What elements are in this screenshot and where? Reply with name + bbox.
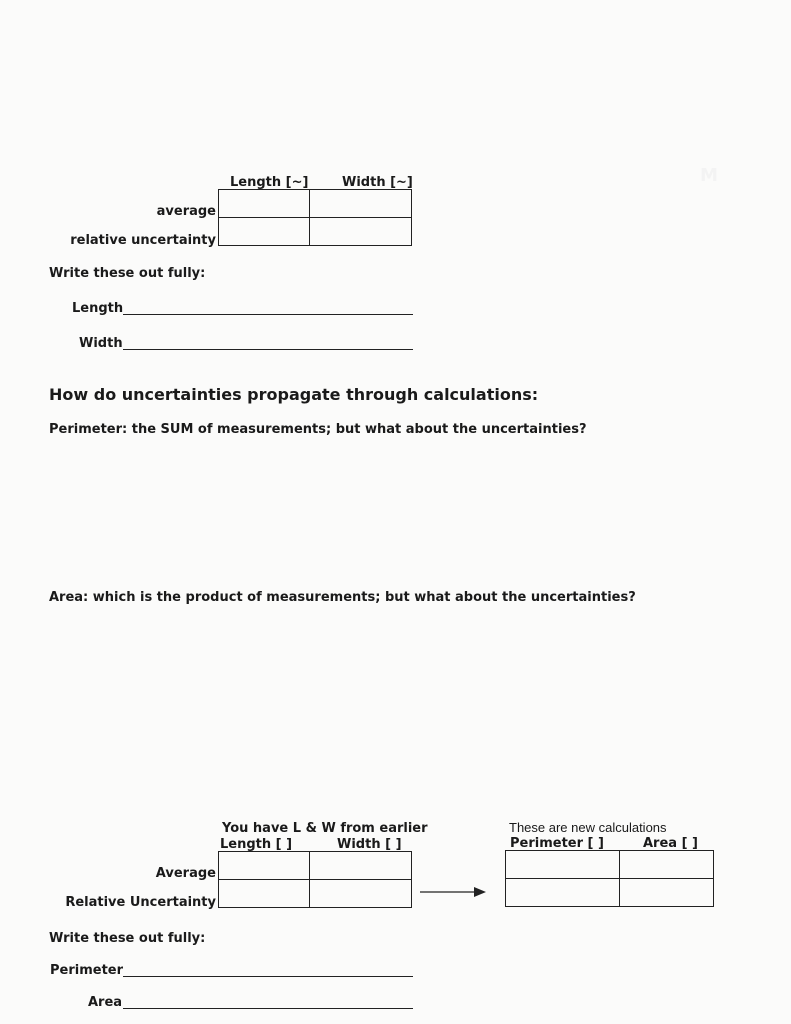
cell-avg-area[interactable] [620, 851, 714, 879]
new-calculations-note: These are new calculations [509, 820, 667, 835]
area-question: Area: which is the product of measurements; but what about the uncertainties? [49, 590, 636, 605]
cell-rel-width[interactable] [310, 218, 412, 246]
lw-table [218, 851, 412, 908]
length-line-label: Length [72, 301, 124, 316]
col-header-length-2: Length [ ] [220, 837, 293, 852]
width-line-label: Width [79, 336, 123, 351]
row-label-average: average [156, 204, 216, 219]
cell-avg-width[interactable] [310, 190, 412, 218]
cell-avg-length[interactable] [219, 190, 310, 218]
cell-rel-perimeter[interactable] [506, 879, 620, 907]
measurement-table [218, 189, 412, 246]
area-work-area[interactable] [49, 612, 739, 802]
width-answer-line[interactable] [123, 349, 413, 350]
perimeter-question: Perimeter: the SUM of measurements; but what about the uncertainties? [49, 422, 587, 437]
col-header-length: Length [~] [230, 175, 309, 190]
perimeter-work-area[interactable] [49, 445, 739, 580]
col-header-area: Area [ ] [643, 836, 698, 851]
col-header-width: Width [~] [342, 175, 413, 190]
cell-rel-width-2[interactable] [310, 880, 412, 908]
bleed-through-text: M [700, 165, 718, 186]
area-answer-line[interactable] [123, 1008, 413, 1009]
cell-avg-length-2[interactable] [219, 852, 310, 880]
propagation-heading: How do uncertainties propagate through calculations: [49, 385, 539, 404]
row-label-relative-uncertainty: relative uncertainty [70, 233, 216, 248]
length-answer-line[interactable] [123, 314, 413, 315]
perimeter-line-label: Perimeter [50, 963, 124, 978]
cell-rel-area[interactable] [620, 879, 714, 907]
row-label-relative-uncertainty-2: Relative Uncertainty [65, 895, 216, 910]
col-header-perimeter: Perimeter [ ] [510, 836, 604, 851]
perimeter-area-table [505, 850, 714, 907]
cell-avg-perimeter[interactable] [506, 851, 620, 879]
earlier-note: You have L & W from earlier [222, 821, 428, 836]
cell-rel-length-2[interactable] [219, 880, 310, 908]
write-fully-label-2: Write these out fully: [49, 931, 206, 946]
right-arrow-icon [418, 884, 488, 900]
perimeter-answer-line[interactable] [123, 976, 413, 977]
area-line-label: Area [88, 995, 123, 1010]
write-fully-label: Write these out fully: [49, 266, 206, 281]
col-header-width-2: Width [ ] [337, 837, 402, 852]
cell-avg-width-2[interactable] [310, 852, 412, 880]
cell-rel-length[interactable] [219, 218, 310, 246]
row-label-average-2: Average [155, 866, 216, 881]
